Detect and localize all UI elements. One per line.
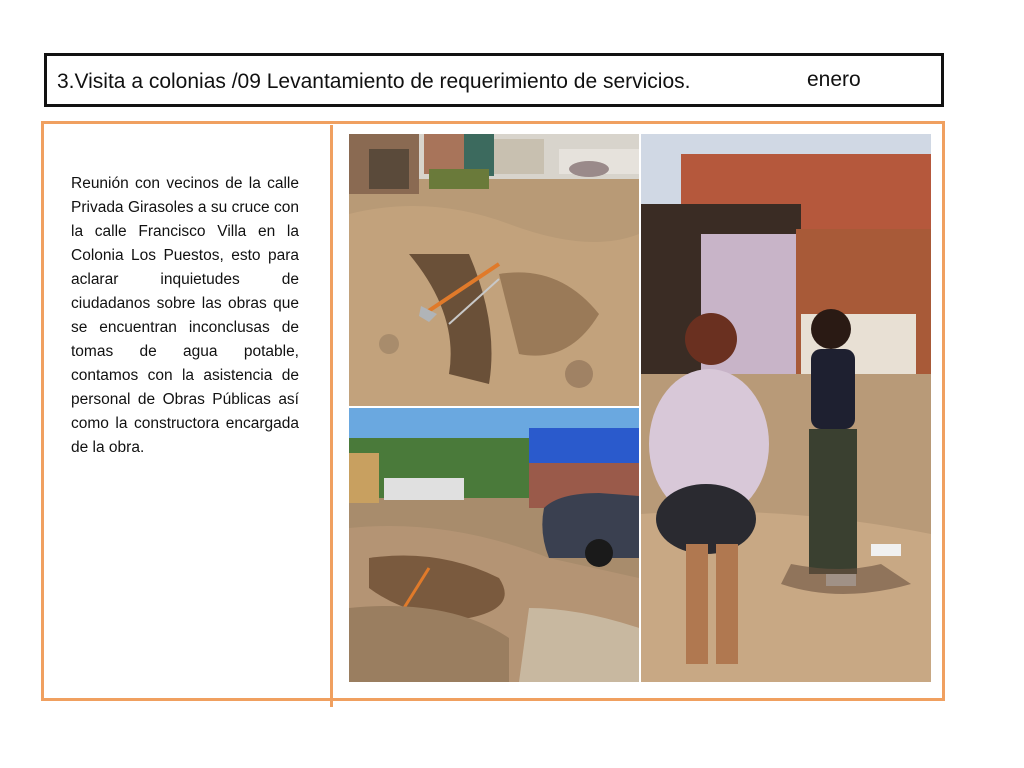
month-label: enero (807, 68, 861, 91)
frame-divider (330, 125, 333, 707)
photo-street-trench (349, 408, 639, 682)
photo-residents-meeting (641, 134, 931, 682)
photo-excavation-shovel (349, 134, 639, 406)
slide-title: 3.Visita a colonias /09 Levantamiento de requerimiento de servicios. (57, 70, 691, 93)
description-text: Reunión con vecinos de la calle Privada Girasoles a su cruce con la calle Francisco Villa en la Colonia Los Puestos, esto para aclarar inquietudes de ciudadanos sobre las obras que se encuentran inconclusas de tomas de agua potable, contamos con la asistencia de personal de Obras Públicas así como la constructora encargada de la obra. (71, 175, 299, 456)
title-box (44, 53, 944, 107)
